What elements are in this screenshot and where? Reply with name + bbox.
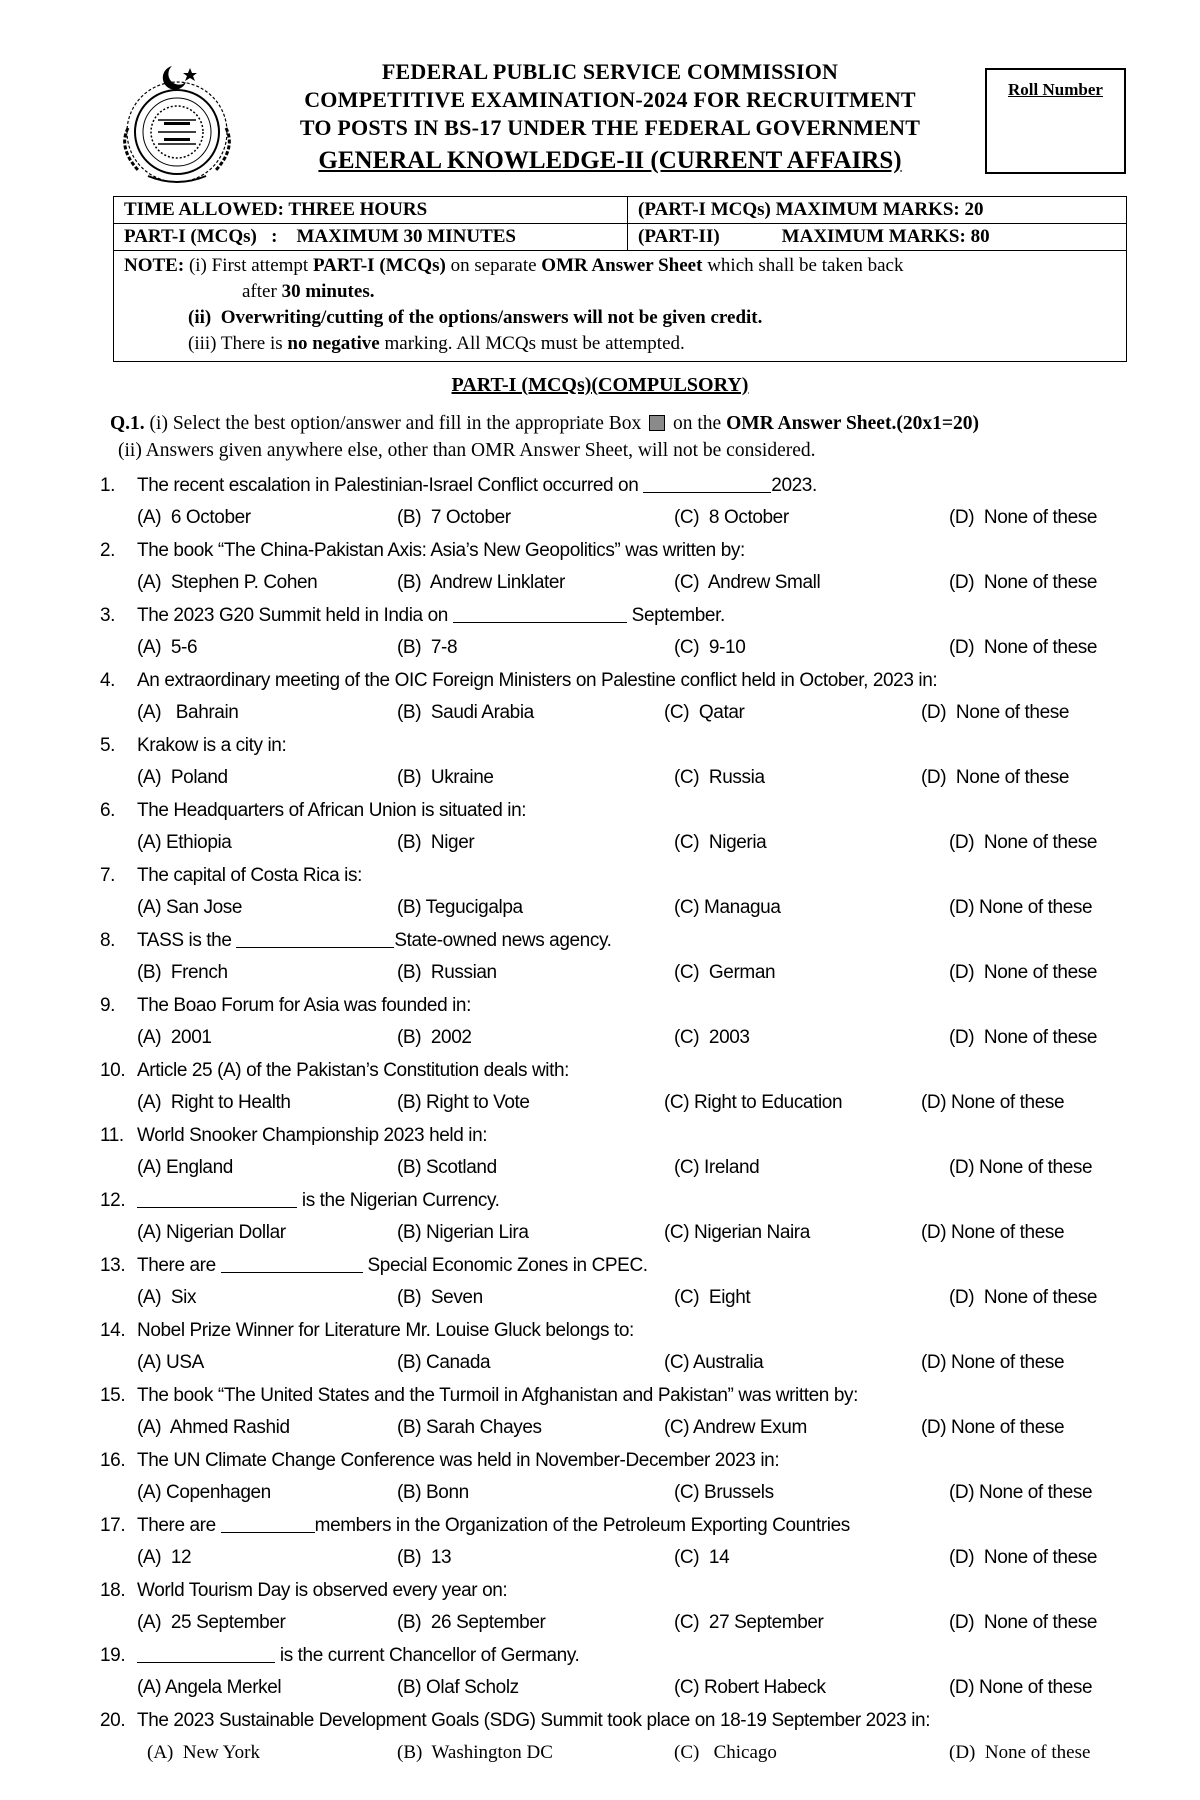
option-c[interactable]: (C) 9-10	[674, 637, 746, 658]
question-number: 11.	[100, 1125, 124, 1146]
part1-time-label: PART-I (MCQs) :	[124, 226, 278, 247]
note-iii-bold: no negative	[287, 333, 380, 354]
fpsc-emblem-icon	[108, 58, 246, 190]
note-i-text-4: after	[242, 281, 282, 302]
time-allowed: TIME ALLOWED: THREE HOURS	[114, 197, 628, 223]
note-iii-text: (iii) There is	[188, 333, 288, 354]
question-number: 16.	[100, 1450, 126, 1471]
question-number: 5.	[100, 735, 116, 756]
exam-header	[270, 58, 950, 178]
instructions-note	[114, 251, 1126, 361]
option-c[interactable]: (C) Andrew Exum	[664, 1417, 807, 1438]
option-a[interactable]: (A) Right to Health	[137, 1092, 291, 1113]
option-d[interactable]: (D) None of these	[949, 1482, 1093, 1503]
question	[100, 732, 1140, 797]
question-text-end: is the Nigerian Currency.	[297, 1190, 500, 1211]
option-a[interactable]: (A) Ahmed Rashid	[137, 1417, 290, 1438]
question	[100, 1057, 1140, 1122]
option-d[interactable]: (D) None of these	[921, 1417, 1065, 1438]
answer-blank	[221, 1255, 363, 1273]
question-text: Article 25 (A) of the Pakistan’s Constitution deals with:	[137, 1060, 570, 1081]
note-i-part: PART-I (MCQs)	[312, 255, 446, 276]
option-a[interactable]: (A) 12	[137, 1547, 192, 1568]
option-d[interactable]: (D) None of these	[949, 1157, 1093, 1178]
exam-subtitle: TO POSTS IN BS-17 UNDER THE FEDERAL GOVERNMENT	[299, 115, 921, 140]
question-text: An extraordinary meeting of the OIC Foreign Ministers on Palestine conflict held in October, 2023 in:	[137, 670, 938, 691]
option-b[interactable]: (B) Canada	[397, 1352, 491, 1373]
question-text: Krakow is a city in:	[137, 735, 287, 756]
note-i-text: (i) First attempt	[188, 255, 313, 276]
question-text: World Snooker Championship 2023 held in:	[137, 1125, 488, 1146]
option-a[interactable]: (A) Nigerian Dollar	[137, 1222, 286, 1243]
option-d[interactable]: (D) None of these	[949, 1742, 1091, 1763]
question-text: The capital of Costa Rica is:	[137, 865, 362, 886]
q1-line-2: (ii) Answers given anywhere else, other than OMR Answer Sheet, will not be considered.	[118, 440, 816, 461]
question	[100, 862, 1140, 927]
option-a[interactable]: (A) Stephen P. Cohen	[137, 572, 318, 593]
option-d[interactable]: (D) None of these	[921, 767, 1070, 788]
question	[100, 537, 1140, 602]
option-c[interactable]: (C) Nigeria	[674, 832, 767, 853]
option-a[interactable]: (A) Six	[137, 1287, 197, 1308]
part2-label: (PART-II)	[638, 226, 720, 247]
question-number: 8.	[100, 930, 116, 951]
answer-blank	[137, 1645, 275, 1663]
option-b[interactable]: (B) Seven	[397, 1287, 483, 1308]
option-b[interactable]: (B) Right to Vote	[397, 1092, 530, 1113]
question-number: 18.	[100, 1580, 126, 1601]
commission-name: FEDERAL PUBLIC SERVICE COMMISSION	[381, 59, 839, 84]
answer-blank	[137, 1190, 297, 1208]
option-c[interactable]: (C) 2003	[674, 1027, 750, 1048]
option-b[interactable]: (B) Washington DC	[397, 1742, 553, 1763]
q1-omr: OMR Answer Sheet.	[726, 413, 897, 434]
question-number: 20.	[100, 1710, 126, 1731]
question-text: The 2023 Sustainable Development Goals (SDG) Summit took place on 18-19 September 2023 in:	[137, 1710, 931, 1731]
question-text: The 2023 G20 Summit held in India on	[137, 605, 453, 626]
question-text: The UN Climate Change Conference was held in November-December 2023 in:	[137, 1450, 780, 1471]
option-b[interactable]: (B) Ukraine	[397, 767, 494, 788]
omr-box-icon	[649, 415, 665, 431]
option-d[interactable]: (D) None of these	[949, 572, 1098, 593]
question	[100, 1317, 1140, 1382]
question	[100, 1512, 1140, 1577]
question-text: The book “The United States and the Turmoil in Afghanistan and Pakistan” was written by:	[137, 1385, 858, 1406]
answer-blank	[643, 475, 771, 493]
option-a[interactable]: (A) 6 October	[137, 507, 251, 528]
option-c[interactable]: (C) Qatar	[664, 702, 745, 723]
question-number: 4.	[100, 670, 116, 691]
question	[100, 1642, 1140, 1707]
note-ii: (ii) Overwriting/cutting of the options/answers will not be given credit.	[188, 307, 763, 328]
question-text: World Tourism Day is observed every year on:	[137, 1580, 508, 1601]
option-b[interactable]: (B) Niger	[397, 832, 475, 853]
option-a[interactable]: (A) Copenhagen	[137, 1482, 271, 1503]
question-number: 10.	[100, 1060, 126, 1081]
option-b[interactable]: (B) 13	[397, 1547, 452, 1568]
option-c[interactable]: (C) Managua	[674, 897, 781, 918]
question-text: The Headquarters of African Union is situated in:	[137, 800, 527, 821]
option-b[interactable]: (B) Saudi Arabia	[397, 702, 534, 723]
option-c[interactable]: (C) Ireland	[674, 1157, 760, 1178]
exam-title: COMPETITIVE EXAMINATION-2024 FOR RECRUITMENT	[304, 87, 916, 112]
option-d[interactable]: (D) None of these	[949, 1612, 1098, 1633]
note-i-omr: OMR Answer Sheet	[541, 255, 703, 276]
option-a[interactable]: (A) San Jose	[137, 897, 243, 918]
part1-time-value: MAXIMUM 30 MINUTES	[296, 226, 516, 247]
question	[100, 667, 1140, 732]
note-i-minutes: 30 minutes.	[281, 281, 375, 302]
question-text-end: 2023.	[771, 475, 817, 496]
option-c[interactable]: (C) Andrew Small	[674, 572, 821, 593]
option-c[interactable]: (C) Right to Education	[664, 1092, 843, 1113]
answer-blank	[221, 1515, 315, 1533]
option-b[interactable]: (B) Nigerian Lira	[397, 1222, 529, 1243]
option-c[interactable]: (C) Eight	[674, 1287, 751, 1308]
q1-text: (i) Select the best option/answer and fill in the appropriate Box	[144, 413, 647, 434]
answer-blank	[453, 605, 627, 623]
question	[100, 927, 1140, 992]
question-text-end: State-owned news agency.	[394, 930, 612, 951]
option-c[interactable]: (C) Robert Habeck	[674, 1677, 826, 1698]
option-a[interactable]: (A) 25 September	[137, 1612, 286, 1633]
info-row-2	[114, 224, 1126, 251]
question-text-end: is the current Chancellor of Germany.	[275, 1645, 580, 1666]
question	[100, 1577, 1140, 1642]
option-c[interactable]: (C) German	[674, 962, 776, 983]
option-c[interactable]: (C) 27 September	[674, 1612, 824, 1633]
note-i-text-2: on separate	[445, 255, 542, 276]
option-b[interactable]: (B) Bonn	[397, 1482, 469, 1503]
question-number: 13.	[100, 1255, 126, 1276]
option-d[interactable]: (D) None of these	[949, 1027, 1098, 1048]
option-a[interactable]: (A) England	[137, 1157, 233, 1178]
question	[100, 472, 1140, 537]
option-d[interactable]: (D) None of these	[949, 832, 1098, 853]
option-d[interactable]: (D) None of these	[921, 1352, 1065, 1373]
option-b[interactable]: (B) 7 October	[397, 507, 511, 528]
question-number: 1.	[100, 475, 116, 496]
question-number: 15.	[100, 1385, 126, 1406]
option-a[interactable]: (A) Ethiopia	[137, 832, 232, 853]
option-b[interactable]: (B) Andrew Linklater	[397, 572, 565, 593]
question	[100, 797, 1140, 862]
answer-blank	[236, 930, 394, 948]
option-d[interactable]: (D) None of these	[949, 962, 1098, 983]
question	[100, 1122, 1140, 1187]
exam-info-table	[113, 196, 1127, 362]
question-number: 6.	[100, 800, 116, 821]
question-text: The book “The China-Pakistan Axis: Asia’s New Geopolitics” was written by:	[137, 540, 745, 561]
option-d[interactable]: (D) None of these	[949, 897, 1093, 918]
note-iii-text-2: marking. All MCQs must be attempted.	[379, 333, 685, 354]
option-c[interactable]: (C) Brussels	[674, 1482, 774, 1503]
option-d[interactable]: (D) None of these	[949, 1547, 1098, 1568]
question-number: 3.	[100, 605, 116, 626]
option-b[interactable]: (B) Russian	[397, 962, 497, 983]
option-b[interactable]: (B) Scotland	[397, 1157, 497, 1178]
option-b[interactable]: (B) 7-8	[397, 637, 458, 658]
part2-marks: MAXIMUM MARKS: 80	[781, 226, 990, 247]
option-c[interactable]: (C) 14	[674, 1547, 730, 1568]
question-text: There are	[137, 1515, 221, 1536]
question-number: 12.	[100, 1190, 126, 1211]
option-c[interactable]: (C) Russia	[674, 767, 765, 788]
option-d[interactable]: (D) None of these	[921, 1092, 1065, 1113]
option-b[interactable]: (B) 2002	[397, 1027, 472, 1048]
question-text: Nobel Prize Winner for Literature Mr. Louise Gluck belongs to:	[137, 1320, 634, 1341]
question-text-end: September.	[626, 605, 725, 626]
q1-instructions	[110, 410, 1140, 464]
question-number: 9.	[100, 995, 116, 1016]
option-c[interactable]: (C) Chicago	[674, 1742, 777, 1763]
option-a[interactable]: (A) Bahrain	[137, 702, 239, 723]
question	[100, 1707, 1140, 1772]
question	[100, 1187, 1140, 1252]
question-number: 7.	[100, 865, 116, 886]
option-a[interactable]: (A) New York	[147, 1742, 260, 1763]
option-b[interactable]: (B) Tegucigalpa	[397, 897, 523, 918]
part-title: PART-I (MCQs)(COMPULSORY)	[451, 374, 749, 396]
question	[100, 992, 1140, 1057]
question	[100, 1447, 1140, 1512]
question	[100, 1382, 1140, 1447]
question-number: 2.	[100, 540, 116, 561]
question-text: There are	[137, 1255, 221, 1276]
option-d[interactable]: (D) None of these	[921, 1222, 1065, 1243]
option-a[interactable]: (A) 5-6	[137, 637, 198, 658]
option-d[interactable]: (D) None of these	[949, 507, 1098, 528]
roll-number-box[interactable]	[985, 68, 1126, 174]
option-b[interactable]: (B) Olaf Scholz	[397, 1677, 519, 1698]
question-number: 19.	[100, 1645, 126, 1666]
option-c[interactable]: (C) Australia	[664, 1352, 764, 1373]
question-text-end: members in the Organization of the Petroleum Exporting Countries	[314, 1515, 850, 1536]
option-a[interactable]: (A) 2001	[137, 1027, 212, 1048]
option-a[interactable]: (A) Angela Merkel	[137, 1677, 282, 1698]
roll-number-label: Roll Number	[1008, 80, 1103, 99]
question	[100, 1252, 1140, 1317]
note-i-text-3: which shall be taken back	[702, 255, 904, 276]
part2-max-marks	[628, 224, 1126, 250]
question-text: The Boao Forum for Asia was founded in:	[137, 995, 471, 1016]
mcq-list	[100, 472, 1140, 1772]
option-a[interactable]: (A) USA	[137, 1352, 204, 1373]
question-text-end: Special Economic Zones in CPEC.	[362, 1255, 648, 1276]
option-a[interactable]: (B) French	[137, 962, 228, 983]
info-row-1	[114, 197, 1126, 224]
q1-marks: (20x1=20)	[896, 413, 979, 434]
option-d[interactable]: (D) None of these	[949, 1677, 1093, 1698]
q1-label: Q.1.	[110, 413, 145, 434]
question-text: TASS is the	[137, 930, 237, 951]
question-number: 17.	[100, 1515, 126, 1536]
note-label: NOTE:	[124, 255, 185, 276]
option-b[interactable]: (B) Sarah Chayes	[397, 1417, 542, 1438]
option-a[interactable]: (A) Poland	[137, 767, 228, 788]
question-text: The recent escalation in Palestinian-Israel Conflict occurred on	[137, 475, 644, 496]
q1-text-2: on the	[668, 413, 727, 434]
option-d[interactable]: (D) None of these	[949, 637, 1098, 658]
option-c[interactable]: (C) 8 October	[674, 507, 789, 528]
option-b[interactable]: (B) 26 September	[397, 1612, 546, 1633]
option-d[interactable]: (D) None of these	[921, 702, 1070, 723]
part1-time	[114, 224, 628, 250]
question	[100, 602, 1140, 667]
part1-max-marks: (PART-I MCQs) MAXIMUM MARKS: 20	[638, 199, 984, 220]
option-d[interactable]: (D) None of these	[949, 1287, 1098, 1308]
question-number: 14.	[100, 1320, 126, 1341]
option-c[interactable]: (C) Nigerian Naira	[664, 1222, 810, 1243]
subject-title: GENERAL KNOWLEDGE-II (CURRENT AFFAIRS)	[318, 147, 902, 174]
